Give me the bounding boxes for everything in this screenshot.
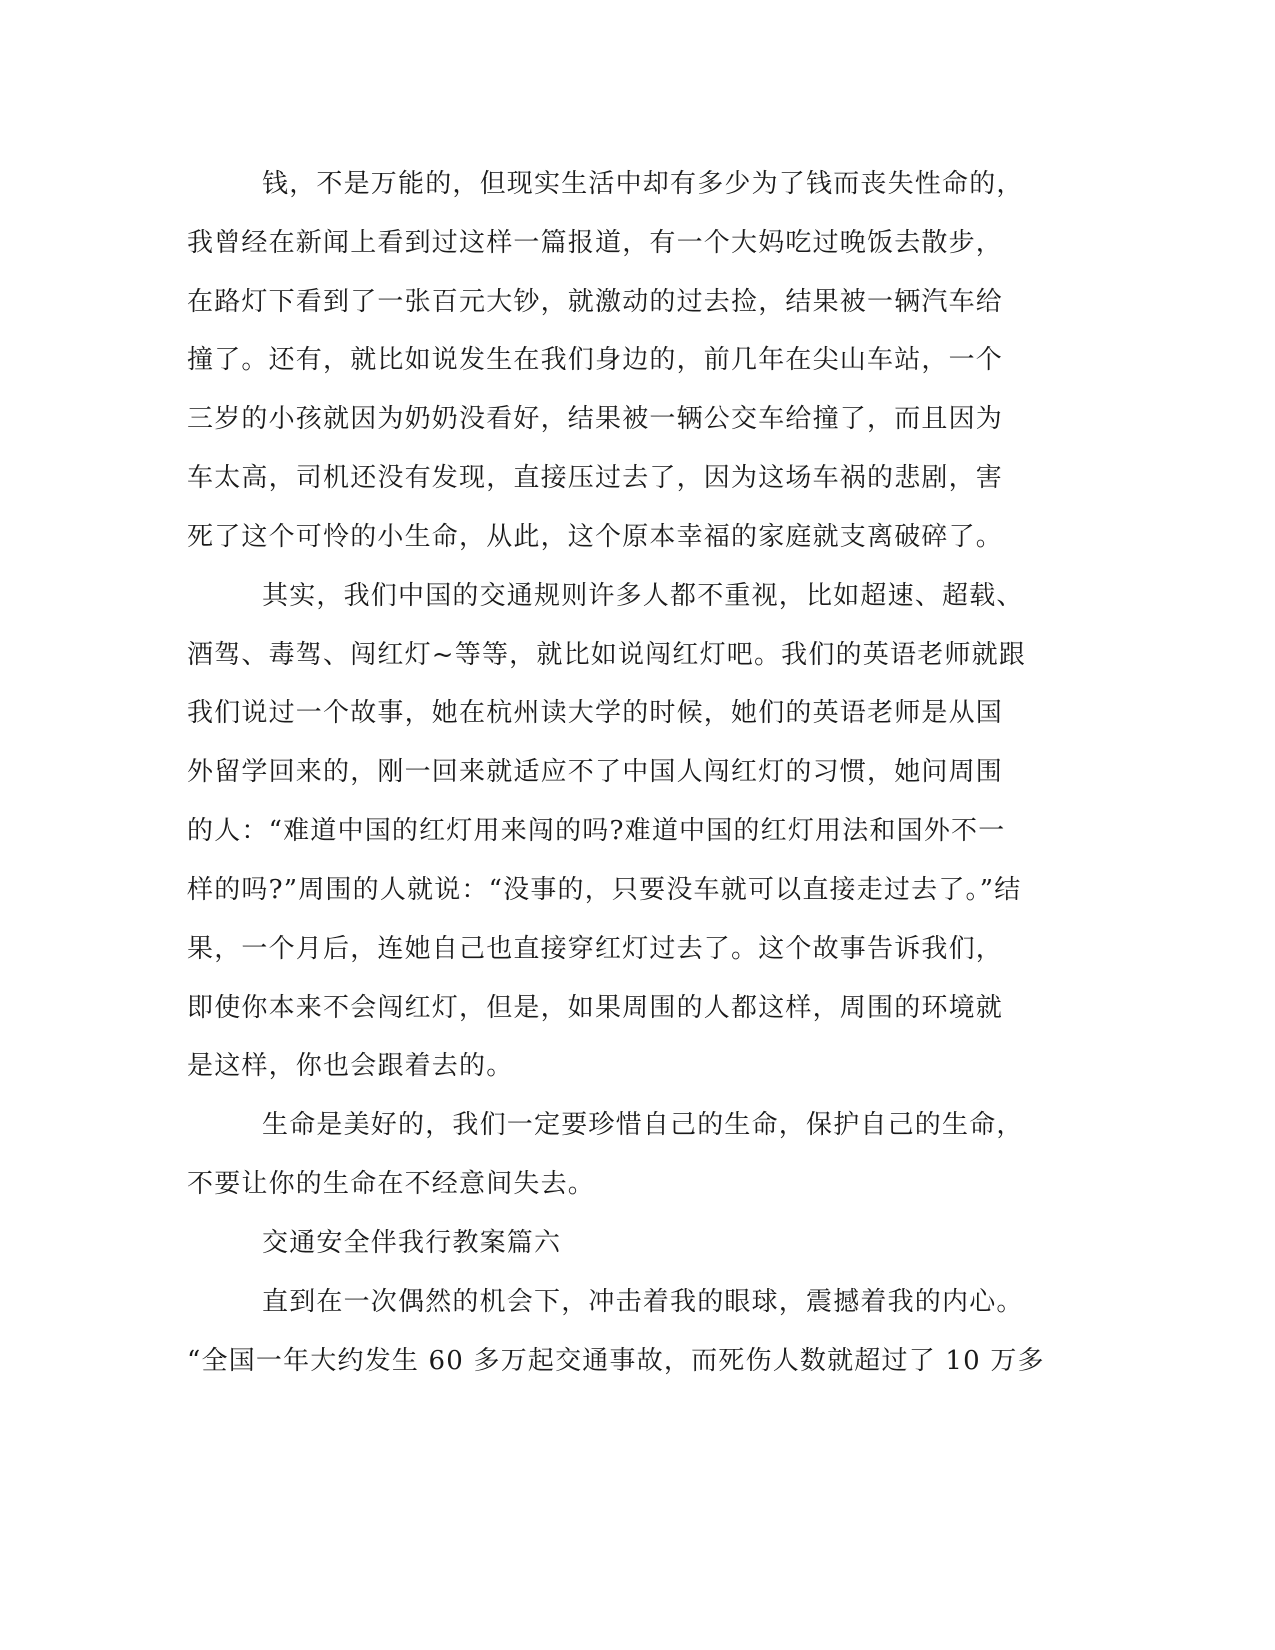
paragraph-2-line-6: 样的吗?”周围的人就说：“没事的，只要没车就可以直接走过去了。”结: [187, 875, 1022, 905]
paragraph-4-line-2: “全国一年大约发生 60 多万起交通事故，而死伤人数就超过了 10 万多: [187, 1346, 1045, 1376]
paragraph-1-line-6: 车太高，司机还没有发现，直接压过去了，因为这场车祸的悲剧，害: [187, 463, 1004, 493]
paragraph-2-line-9: 是这样，你也会跟着去的。: [187, 1051, 514, 1081]
paragraph-3-line-1: 生命是美好的，我们一定要珍惜自己的生命，保护自己的生命，: [262, 1110, 1024, 1140]
section-title: 交通安全伴我行教案篇六: [262, 1228, 562, 1258]
paragraph-2-line-3: 我们说过一个故事，她在杭州读大学的时候，她们的英语老师是从国: [187, 698, 1004, 728]
paragraph-1-line-7: 死了这个可怜的小生命，从此，这个原本幸福的家庭就支离破碎了。: [187, 522, 1004, 552]
paragraph-2-line-2: 酒驾、毒驾、闯红灯~等等，就比如说闯红灯吧。我们的英语老师就跟: [187, 640, 1026, 670]
paragraph-2-line-4: 外留学回来的，刚一回来就适应不了中国人闯红灯的习惯，她问周围: [187, 757, 1004, 787]
paragraph-2-line-8: 即使你本来不会闯红灯，但是，如果周围的人都这样，周围的环境就: [187, 993, 1004, 1023]
paragraph-1-line-4: 撞了。还有，就比如说发生在我们身边的，前几年在尖山车站，一个: [187, 345, 1004, 375]
paragraph-1-line-1: 钱，不是万能的，但现实生活中却有多少为了钱而丧失性命的，: [262, 169, 1024, 199]
paragraph-1-line-5: 三岁的小孩就因为奶奶没看好，结果被一辆公交车给撞了，而且因为: [187, 404, 1004, 434]
paragraph-2-line-5: 的人：“难道中国的红灯用来闯的吗?难道中国的红灯用法和国外不一: [187, 816, 1006, 846]
paragraph-3-line-2: 不要让你的生命在不经意间失去。: [187, 1169, 596, 1199]
paragraph-2-line-7: 果，一个月后，连她自己也直接穿红灯过去了。这个故事告诉我们，: [187, 934, 1004, 964]
paragraph-2-line-1: 其实，我们中国的交通规则许多人都不重视，比如超速、超载、: [262, 581, 1024, 611]
paragraph-1-line-3: 在路灯下看到了一张百元大钞，就激动的过去捡，结果被一辆汽车给: [187, 287, 1004, 317]
paragraph-4-line-1: 直到在一次偶然的机会下，冲击着我的眼球，震撼着我的内心。: [262, 1287, 1024, 1317]
paragraph-1-line-2: 我曾经在新闻上看到过这样一篇报道，有一个大妈吃过晚饭去散步，: [187, 228, 1004, 258]
